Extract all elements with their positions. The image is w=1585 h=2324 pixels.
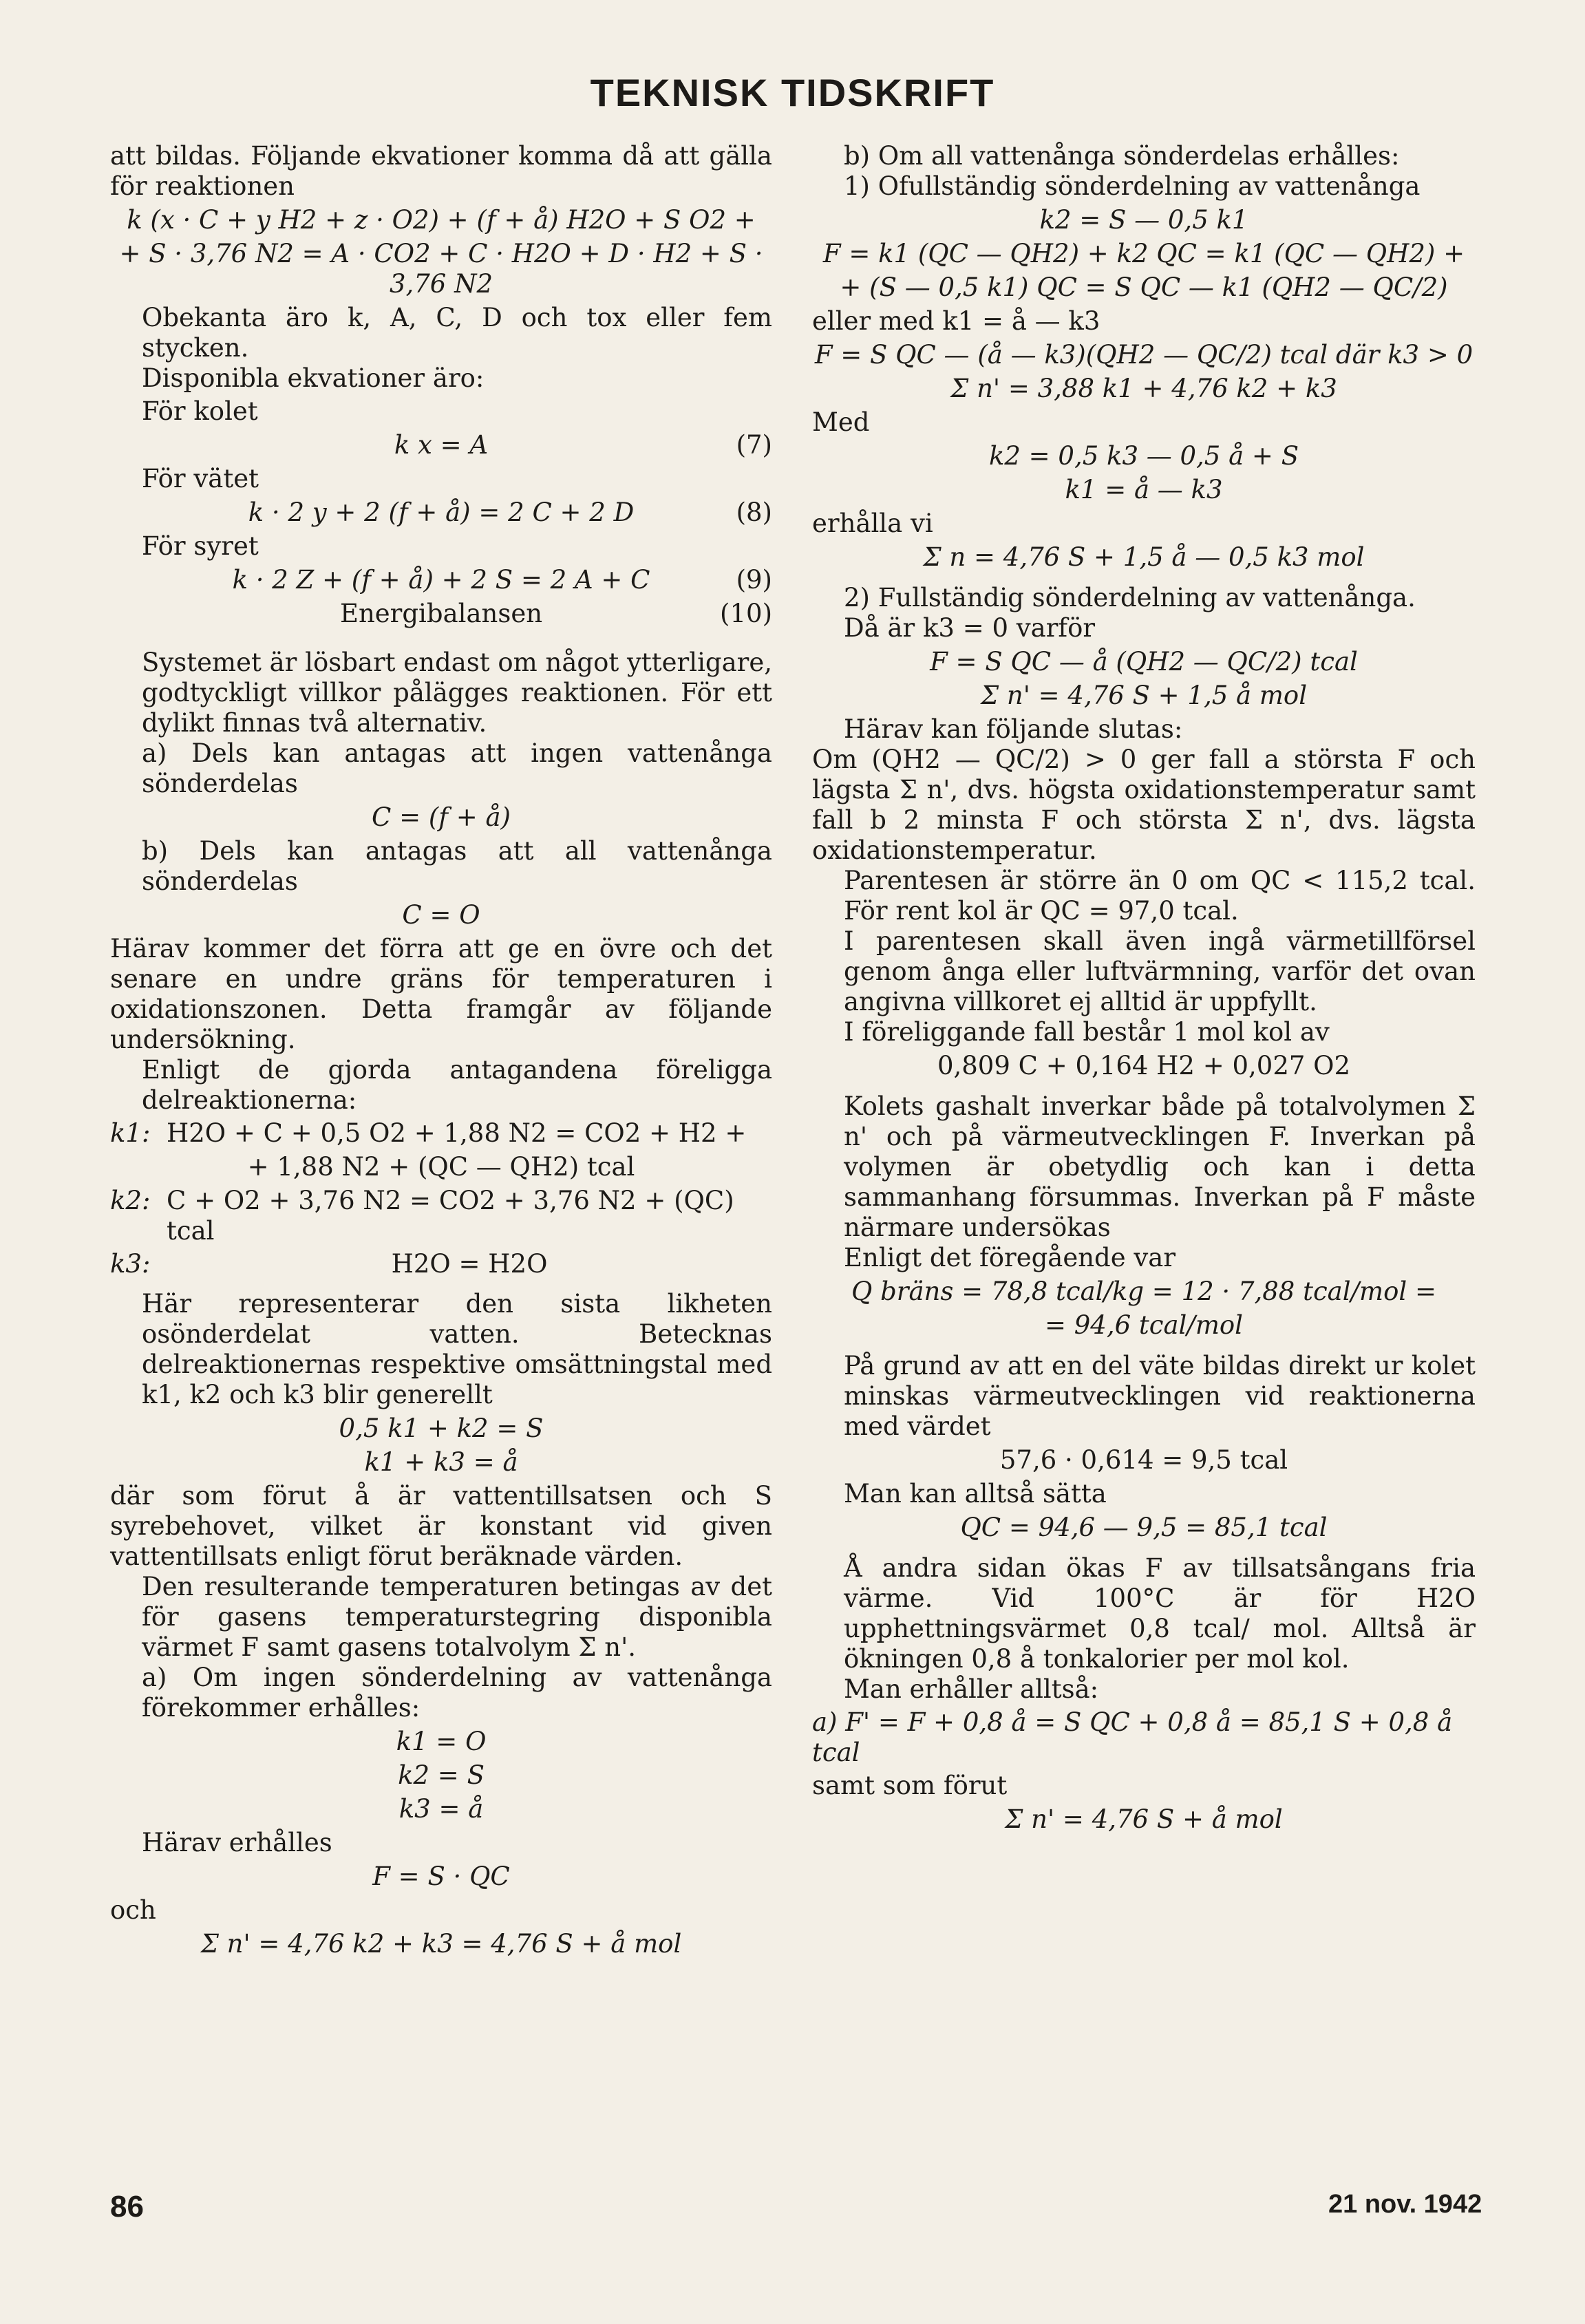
paragraph: att bildas. Följande ekvationer komma då att gälla för reaktionen [110, 141, 772, 201]
page-number: 86 [110, 2190, 144, 2224]
equation: Q bräns = 78,8 tcal/kg = 12 · 7,88 tcal/mol = [851, 1277, 1436, 1306]
reaction-body: H2O + C + 0,5 O2 + 1,88 N2 = CO2 + H2 + [167, 1118, 747, 1148]
paragraph: b) Om all vattenånga sönderdelas erhålles: [844, 141, 1400, 171]
equation: Σ n' = 4,76 k2 + k3 = 4,76 S + å mol [200, 1929, 682, 1959]
journal-title: TEKNISK TIDSKRIFT [590, 71, 995, 114]
paragraph: Då är k3 = 0 varför [844, 613, 1096, 643]
equation: k2 = 0,5 k3 — 0,5 å + S [988, 441, 1299, 471]
equation-number: (10) [720, 599, 772, 628]
equation: k1 = O [396, 1727, 487, 1756]
paragraph: där som förut å är vattentillsatsen och S syrebehovet, vilket är konstant vid given vattentillsats enligt förut beräknade värden. [110, 1481, 772, 1571]
reaction-body: H2O = H2O [391, 1249, 548, 1279]
paragraph: Härav kommer det förra att ge en övre och det senare en undre gräns för temperaturen i oxidationszonen. Detta framgår av följande undersökning. [110, 934, 772, 1054]
paragraph: Parentesen är större än 0 om QC < 115,2 tcal. För rent kol är QC = 97,0 tcal. [844, 866, 1476, 926]
reaction-label: k1: [110, 1118, 151, 1148]
equation: F = k1 (QC — QH2) + k2 QC = k1 (QC — QH2) + [822, 239, 1465, 268]
equation-10 [110, 599, 772, 629]
label: För syret [142, 531, 259, 561]
equation: k3 = å [398, 1794, 484, 1824]
paragraph: Här representerar den sista likheten osönderdelat vatten. Betecknas delreaktionernas respektive omsättningstal med k1, k2 och k3 blir generellt [142, 1289, 772, 1409]
paragraph: Enligt de gjorda antagandena föreligga delreaktionerna: [142, 1055, 772, 1115]
equation: a) F' = F + 0,8 å = S QC + 0,8 å = 85,1 S + 0,8 å tcal [812, 1707, 1453, 1767]
reaction-label: k2: [110, 1186, 151, 1215]
equation: F = S QC — (å — k3)(QH2 — QC/2) tcal där k3 > 0 [814, 340, 1474, 370]
paragraph: Om (QH2 — QC/2) > 0 ger fall a största F och lägsta Σ n', dvs. högsta oxidationstemperatur samt fall b 2 minsta F och största Σ n', dvs. lägsta oxidationstemperatur. [812, 745, 1476, 865]
equation: = 94,6 tcal/mol [1044, 1310, 1244, 1340]
equation: k1 = å — k3 [1065, 475, 1223, 504]
equation: Σ n' = 4,76 S + 1,5 å mol [980, 681, 1308, 710]
equation: k1 + k3 = å [364, 1447, 518, 1477]
equation-number: (7) [736, 430, 772, 460]
equation: + (S — 0,5 k1) QC = S QC — k1 (QH2 — QC/2) [840, 273, 1448, 302]
equation-body: k · 2 y + 2 (f + å) = 2 C + 2 D [248, 498, 635, 527]
reaction-k3 [110, 1249, 772, 1279]
equation-body: k x = A [394, 430, 489, 460]
reaction-body: C + O2 + 3,76 N2 = CO2 + 3,76 N2 + (QC) tcal [167, 1186, 734, 1246]
label: eller med k1 = å — k3 [812, 306, 1100, 336]
equation: k2 = S — 0,5 k1 [1039, 205, 1248, 235]
equation: k (x · C + y H2 + z · O2) + (f + å) H2O + S O2 + [127, 205, 756, 235]
issue-date: 21 nov. 1942 [1328, 2190, 1482, 2219]
equation: Σ n' = 4,76 S + å mol [1005, 1804, 1283, 1834]
paragraph: Disponibla ekvationer äro: [142, 363, 485, 393]
paragraph: Enligt det föregående var [844, 1243, 1176, 1272]
paragraph: Å andra sidan ökas F av tillsatsångans fria värme. Vid 100°C är för H2O upphettningsvärmet 0,8 tcal/ mol. Alltså är ökningen 0,8 å tonkalorier per mol kol. [844, 1553, 1476, 1674]
paragraph: b) Dels kan antagas att all vattenånga sönderdelas [142, 836, 772, 896]
equation: 0,809 C + 0,164 H2 + 0,027 O2 [937, 1051, 1351, 1080]
equation-body: Energibalansen [339, 599, 543, 628]
equation: C = O [402, 900, 480, 930]
paragraph: Den resulterande temperaturen betingas av det för gasens temperaturstegring disponibla värmet F samt gasens totalvolym Σ n'. [142, 1572, 772, 1662]
equation: F = S · QC [372, 1862, 510, 1891]
reaction-label: k3: [110, 1249, 151, 1279]
paragraph: På grund av att en del väte bildas direkt ur kolet minskas värmeutvecklingen vid reaktionerna med värdet [844, 1351, 1476, 1441]
equation: C = (f + å) [372, 802, 511, 832]
equation: Σ n' = 3,88 k1 + 4,76 k2 + k3 [950, 374, 1337, 403]
paragraph: 1) Ofullständig sönderdelning av vattenånga [844, 171, 1421, 201]
equation: 57,6 · 0,614 = 9,5 tcal [999, 1445, 1288, 1475]
equation: + S · 3,76 N2 = A · CO2 + C · H2O + D · H2 + S · 3,76 N2 [119, 239, 763, 299]
reaction-k1 [110, 1118, 772, 1149]
paragraph: Man kan alltså sätta [844, 1479, 1107, 1509]
equation: Σ n = 4,76 S + 1,5 å — 0,5 k3 mol [923, 542, 1365, 572]
equation: QC = 94,6 — 9,5 = 85,1 tcal [960, 1513, 1328, 1542]
equation-number: (9) [736, 565, 772, 595]
paragraph: I föreliggande fall består 1 mol kol av [844, 1017, 1330, 1047]
paragraph: I parentesen skall även ingå värmetillförsel genom ånga eller luftvärmning, varför det ovan angivna villkoret ej alltid är uppfyllt. [844, 926, 1476, 1016]
reaction-continuation: + 1,88 N2 + (QC — QH2) tcal [247, 1152, 635, 1182]
paragraph: Obekanta äro k, A, C, D och tox eller fem stycken. [142, 303, 772, 363]
label: Härav erhålles [142, 1828, 332, 1857]
equation: F = S QC — å (QH2 — QC/2) tcal [930, 647, 1358, 676]
paragraph: Systemet är lösbart endast om något ytterligare, godtyckligt villkor pålägges reaktionen. För ett dylikt finnas två alternativ. [142, 648, 772, 738]
equation: 0,5 k1 + k2 = S [339, 1414, 544, 1443]
paragraph: a) Om ingen sönderdelning av vattenånga förekommer erhålles: [142, 1663, 772, 1723]
paragraph: a) Dels kan antagas att ingen vattenånga sönderdelas [142, 738, 772, 798]
equation-7 [110, 430, 772, 460]
label: För vätet [142, 464, 259, 493]
paragraph: 2) Fullständig sönderdelning av vattenånga. [844, 583, 1416, 612]
label: och [110, 1895, 156, 1925]
left-column [110, 141, 772, 1963]
equation-9 [110, 565, 772, 595]
equation-number: (8) [736, 498, 772, 527]
equation-body: k · 2 Z + (f + å) + 2 S = 2 A + C [232, 565, 650, 595]
right-column [812, 141, 1476, 1838]
paragraph: Man erhåller alltså: [844, 1674, 1099, 1704]
equation-8 [110, 498, 772, 528]
label: För kolet [142, 396, 258, 426]
label: erhålla vi [812, 509, 933, 538]
reaction-k2 [110, 1186, 772, 1246]
equation: k2 = S [398, 1760, 485, 1790]
paragraph: Härav kan följande slutas: [844, 714, 1183, 744]
label: samt som förut [812, 1771, 1008, 1800]
paragraph: Kolets gashalt inverkar både på totalvolymen Σ n' och på värmeutvecklingen F. Inverkan på volymen är obetydlig och kan i detta sammanhang försummas. Inverkan på F måste närmare undersökas [844, 1091, 1476, 1242]
label: Med [812, 407, 870, 437]
